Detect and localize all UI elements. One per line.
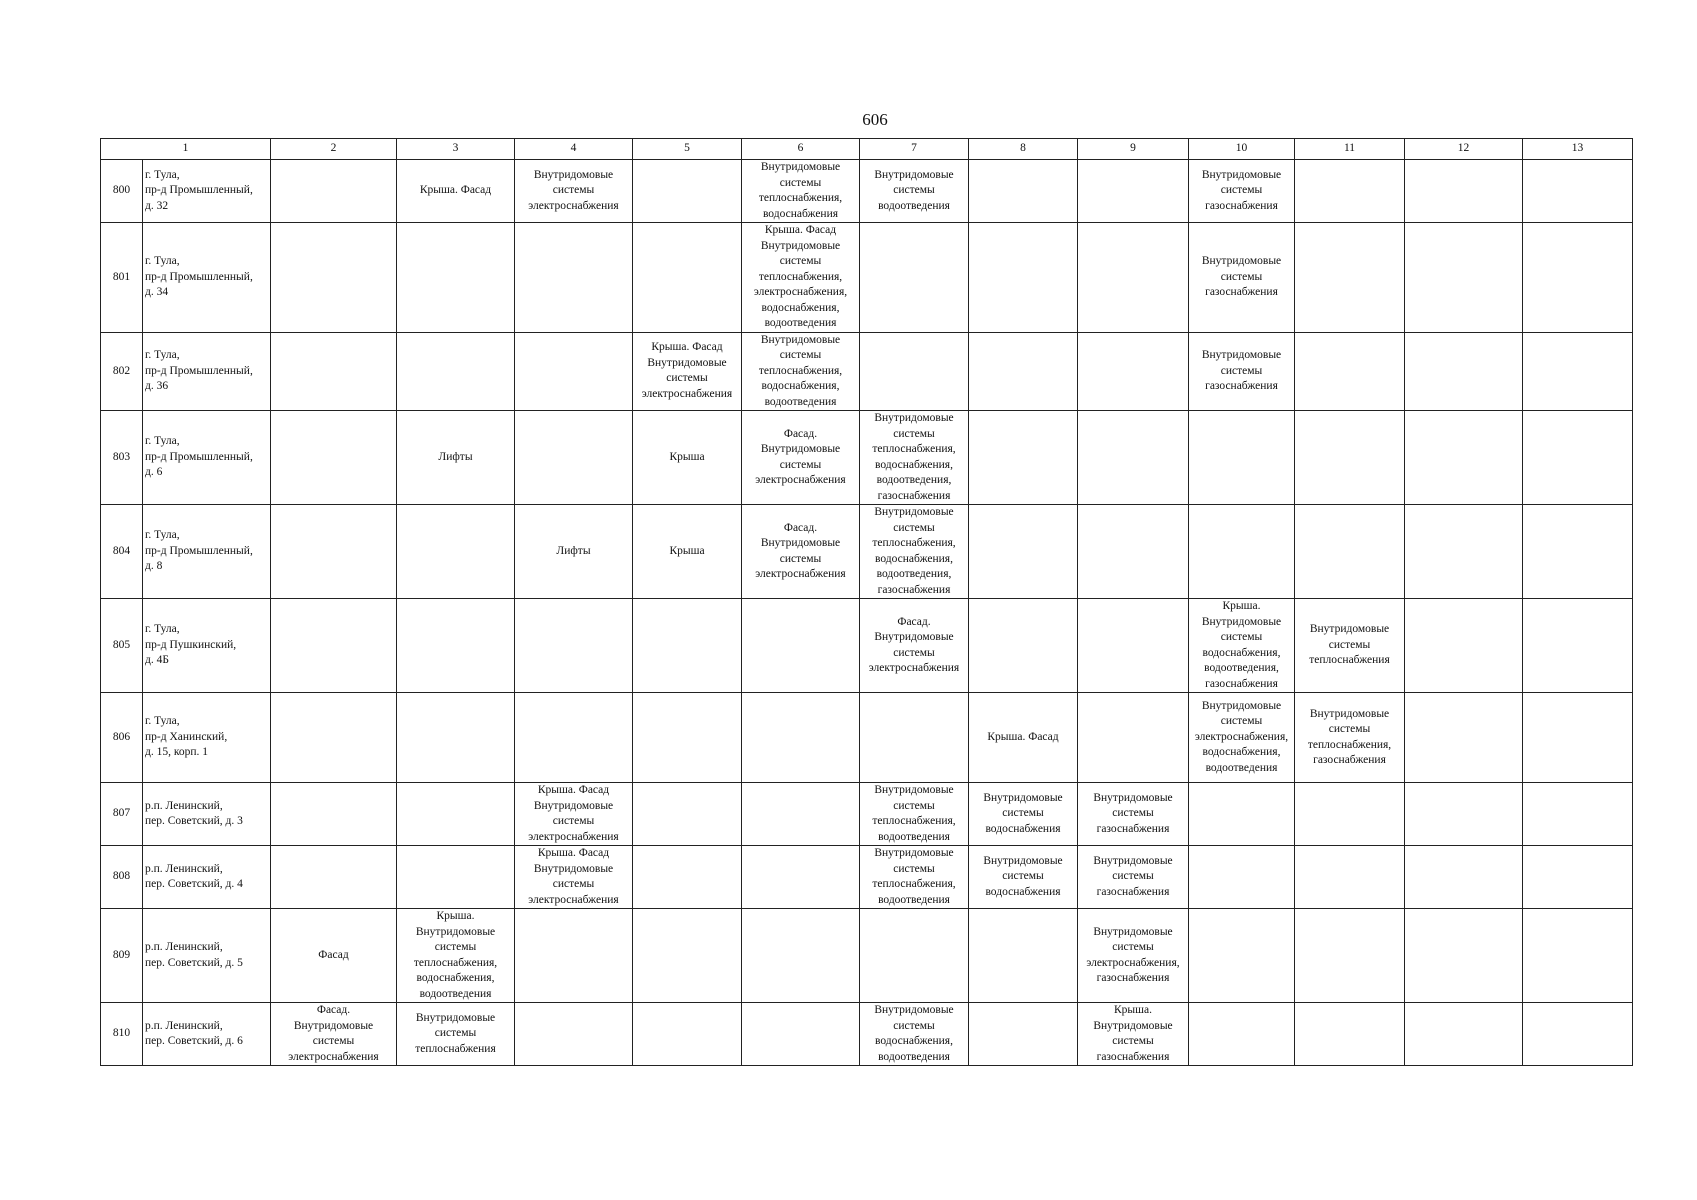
work-cell <box>1523 332 1633 411</box>
work-cell <box>271 411 397 505</box>
column-header: 11 <box>1295 139 1405 160</box>
work-cell <box>1078 332 1189 411</box>
work-cell <box>271 693 397 783</box>
work-cell <box>271 332 397 411</box>
address-cell: р.п. Ленинский, пер. Советский, д. 6 <box>143 1003 271 1066</box>
work-cell <box>1189 411 1295 505</box>
work-cell: Фасад. Внутридомовые системы электроснабжения <box>742 411 860 505</box>
work-cell <box>515 332 633 411</box>
work-cell <box>271 599 397 693</box>
work-cell: Внутридомовые системы электроснабжения, водоснабжения, водоотведения <box>1189 693 1295 783</box>
work-cell <box>1523 846 1633 909</box>
address-cell: г. Тула, пр-д Промышленный, д. 6 <box>143 411 271 505</box>
work-cell <box>1523 693 1633 783</box>
work-cell <box>1405 693 1523 783</box>
work-cell: Внутридомовые системы водоснабжения <box>969 846 1078 909</box>
work-cell <box>1405 160 1523 223</box>
address-cell: р.п. Ленинский, пер. Советский, д. 3 <box>143 783 271 846</box>
work-cell <box>742 846 860 909</box>
work-cell <box>271 783 397 846</box>
work-cell <box>633 846 742 909</box>
column-header: 1 <box>101 139 271 160</box>
work-cell: Крыша <box>633 411 742 505</box>
work-cell: Внутридомовые системы газоснабжения <box>1189 160 1295 223</box>
work-cell <box>1523 411 1633 505</box>
address-cell: р.п. Ленинский, пер. Советский, д. 5 <box>143 909 271 1003</box>
column-header: 6 <box>742 139 860 160</box>
work-cell <box>860 693 969 783</box>
work-cell: Внутридомовые системы теплоснабжения, водоотведения <box>860 783 969 846</box>
work-cell <box>397 332 515 411</box>
column-header: 9 <box>1078 139 1189 160</box>
row-number: 810 <box>101 1003 143 1066</box>
work-cell <box>1189 783 1295 846</box>
work-cell <box>969 599 1078 693</box>
work-cell <box>1523 783 1633 846</box>
work-cell <box>1295 846 1405 909</box>
work-cell: Лифты <box>397 411 515 505</box>
table-row <box>101 783 1633 846</box>
row-number: 809 <box>101 909 143 1003</box>
work-cell <box>633 783 742 846</box>
table-row <box>101 411 1633 505</box>
row-number: 800 <box>101 160 143 223</box>
work-cell <box>1295 505 1405 599</box>
address-cell: г. Тула, пр-д Промышленный, д. 32 <box>143 160 271 223</box>
work-cell <box>742 909 860 1003</box>
work-cell <box>1078 223 1189 333</box>
work-cell <box>969 909 1078 1003</box>
work-cell <box>1523 599 1633 693</box>
row-number: 801 <box>101 223 143 333</box>
work-cell <box>397 846 515 909</box>
table-row <box>101 1003 1633 1066</box>
address-cell: г. Тула, пр-д Промышленный, д. 34 <box>143 223 271 333</box>
work-cell <box>1295 909 1405 1003</box>
work-cell <box>969 505 1078 599</box>
work-cell: Внутридомовые системы электроснабжения <box>515 160 633 223</box>
work-cell <box>271 846 397 909</box>
work-cell <box>1405 223 1523 333</box>
table-row <box>101 693 1633 783</box>
work-cell: Крыша. Фасад Внутридомовые системы теплоснабжения, электроснабжения, водоснабжения, водоотведения <box>742 223 860 333</box>
work-cell <box>860 909 969 1003</box>
repair-schedule-table <box>100 138 1633 1066</box>
work-cell <box>515 599 633 693</box>
work-cell: Внутридомовые системы теплоснабжения, водоснабжения <box>742 160 860 223</box>
column-header: 13 <box>1523 139 1633 160</box>
work-cell: Внутридомовые системы газоснабжения <box>1189 223 1295 333</box>
work-cell: Внутридомовые системы газоснабжения <box>1078 783 1189 846</box>
work-cell: Внутридомовые системы электроснабжения, газоснабжения <box>1078 909 1189 1003</box>
work-cell <box>1078 599 1189 693</box>
work-cell <box>397 223 515 333</box>
work-cell <box>633 693 742 783</box>
table-row <box>101 599 1633 693</box>
row-number: 805 <box>101 599 143 693</box>
work-cell <box>1405 909 1523 1003</box>
work-cell <box>633 223 742 333</box>
address-cell: г. Тула, пр-д Промышленный, д. 36 <box>143 332 271 411</box>
work-cell <box>397 599 515 693</box>
work-cell <box>271 160 397 223</box>
work-cell <box>742 1003 860 1066</box>
table-row <box>101 909 1633 1003</box>
work-cell <box>1523 223 1633 333</box>
work-cell <box>969 160 1078 223</box>
work-cell: Внутридомовые системы теплоснабжения <box>1295 599 1405 693</box>
work-cell <box>742 783 860 846</box>
address-cell: г. Тула, пр-д Пушкинский, д. 4Б <box>143 599 271 693</box>
work-cell: Крыша. Фасад Внутридомовые системы электроснабжения <box>515 846 633 909</box>
work-cell <box>1405 846 1523 909</box>
work-cell <box>1405 505 1523 599</box>
row-number: 804 <box>101 505 143 599</box>
column-header: 2 <box>271 139 397 160</box>
row-number: 806 <box>101 693 143 783</box>
work-cell <box>397 505 515 599</box>
work-cell <box>1405 411 1523 505</box>
column-header: 10 <box>1189 139 1295 160</box>
row-number: 803 <box>101 411 143 505</box>
work-cell: Внутридомовые системы газоснабжения <box>1189 332 1295 411</box>
work-cell <box>1295 223 1405 333</box>
work-cell: Внутридомовые системы теплоснабжения <box>397 1003 515 1066</box>
work-cell: Крыша. Фасад <box>397 160 515 223</box>
column-header: 3 <box>397 139 515 160</box>
work-cell <box>1295 332 1405 411</box>
work-cell: Внутридомовые системы водоснабжения, водоотведения <box>860 1003 969 1066</box>
work-cell: Внутридомовые системы теплоснабжения, водоотведения <box>860 846 969 909</box>
work-cell <box>1189 846 1295 909</box>
work-cell <box>742 599 860 693</box>
work-cell: Крыша. Фасад Внутридомовые системы электроснабжения <box>633 332 742 411</box>
table-row <box>101 223 1633 333</box>
work-cell <box>969 411 1078 505</box>
work-cell: Крыша. Внутридомовые системы газоснабжения <box>1078 1003 1189 1066</box>
work-cell <box>515 693 633 783</box>
work-cell: Внутридомовые системы водоотведения <box>860 160 969 223</box>
work-cell <box>271 223 397 333</box>
work-cell <box>1523 1003 1633 1066</box>
work-cell: Фасад. Внутридомовые системы электроснабжения <box>742 505 860 599</box>
work-cell <box>1405 332 1523 411</box>
work-cell <box>397 693 515 783</box>
work-cell: Фасад. Внутридомовые системы электроснабжения <box>271 1003 397 1066</box>
work-cell: Внутридомовые системы водоснабжения <box>969 783 1078 846</box>
column-header: 8 <box>969 139 1078 160</box>
work-cell: Лифты <box>515 505 633 599</box>
work-cell <box>1405 1003 1523 1066</box>
work-cell <box>1405 599 1523 693</box>
work-cell: Фасад. Внутридомовые системы электроснабжения <box>860 599 969 693</box>
work-cell <box>1078 505 1189 599</box>
work-cell: Крыша. Внутридомовые системы водоснабжения, водоотведения, газоснабжения <box>1189 599 1295 693</box>
address-cell: г. Тула, пр-д Промышленный, д. 8 <box>143 505 271 599</box>
work-cell: Внутридомовые системы газоснабжения <box>1078 846 1189 909</box>
work-cell <box>515 1003 633 1066</box>
column-header: 12 <box>1405 139 1523 160</box>
work-cell <box>742 693 860 783</box>
work-cell <box>1295 411 1405 505</box>
work-cell <box>1295 1003 1405 1066</box>
table-container <box>100 138 1633 1066</box>
work-cell <box>860 223 969 333</box>
work-cell <box>1189 1003 1295 1066</box>
work-cell <box>515 411 633 505</box>
work-cell <box>969 223 1078 333</box>
work-cell <box>1523 909 1633 1003</box>
work-cell <box>860 332 969 411</box>
work-cell: Крыша. Фасад Внутридомовые системы электроснабжения <box>515 783 633 846</box>
table-row <box>101 332 1633 411</box>
work-cell <box>969 1003 1078 1066</box>
work-cell <box>397 783 515 846</box>
work-cell <box>1189 505 1295 599</box>
work-cell <box>633 599 742 693</box>
row-number: 808 <box>101 846 143 909</box>
work-cell: Внутридомовые системы теплоснабжения, газоснабжения <box>1295 693 1405 783</box>
column-header: 7 <box>860 139 969 160</box>
work-cell <box>1078 693 1189 783</box>
work-cell <box>1523 505 1633 599</box>
work-cell: Крыша <box>633 505 742 599</box>
work-cell <box>1295 783 1405 846</box>
row-number: 807 <box>101 783 143 846</box>
work-cell <box>1295 160 1405 223</box>
work-cell <box>515 909 633 1003</box>
column-header: 5 <box>633 139 742 160</box>
work-cell <box>1078 160 1189 223</box>
work-cell: Крыша. Фасад <box>969 693 1078 783</box>
table-body <box>101 139 1633 1066</box>
table-row <box>101 505 1633 599</box>
work-cell <box>1189 909 1295 1003</box>
address-cell: г. Тула, пр-д Ханинский, д. 15, корп. 1 <box>143 693 271 783</box>
table-row <box>101 846 1633 909</box>
page-number: 606 <box>862 110 888 129</box>
work-cell <box>633 1003 742 1066</box>
work-cell <box>1405 783 1523 846</box>
work-cell <box>515 223 633 333</box>
work-cell <box>633 909 742 1003</box>
address-cell: р.п. Ленинский, пер. Советский, д. 4 <box>143 846 271 909</box>
header-row <box>101 139 1633 160</box>
work-cell <box>271 505 397 599</box>
table-row <box>101 160 1633 223</box>
work-cell: Фасад <box>271 909 397 1003</box>
work-cell: Внутридомовые системы теплоснабжения, водоснабжения, водоотведения, газоснабжения <box>860 411 969 505</box>
work-cell <box>969 332 1078 411</box>
work-cell <box>633 160 742 223</box>
work-cell: Внутридомовые системы теплоснабжения, водоснабжения, водоотведения <box>742 332 860 411</box>
work-cell: Внутридомовые системы теплоснабжения, водоснабжения, водоотведения, газоснабжения <box>860 505 969 599</box>
row-number: 802 <box>101 332 143 411</box>
work-cell <box>1078 411 1189 505</box>
work-cell: Крыша. Внутридомовые системы теплоснабжения, водоснабжения, водоотведения <box>397 909 515 1003</box>
column-header: 4 <box>515 139 633 160</box>
work-cell <box>1523 160 1633 223</box>
